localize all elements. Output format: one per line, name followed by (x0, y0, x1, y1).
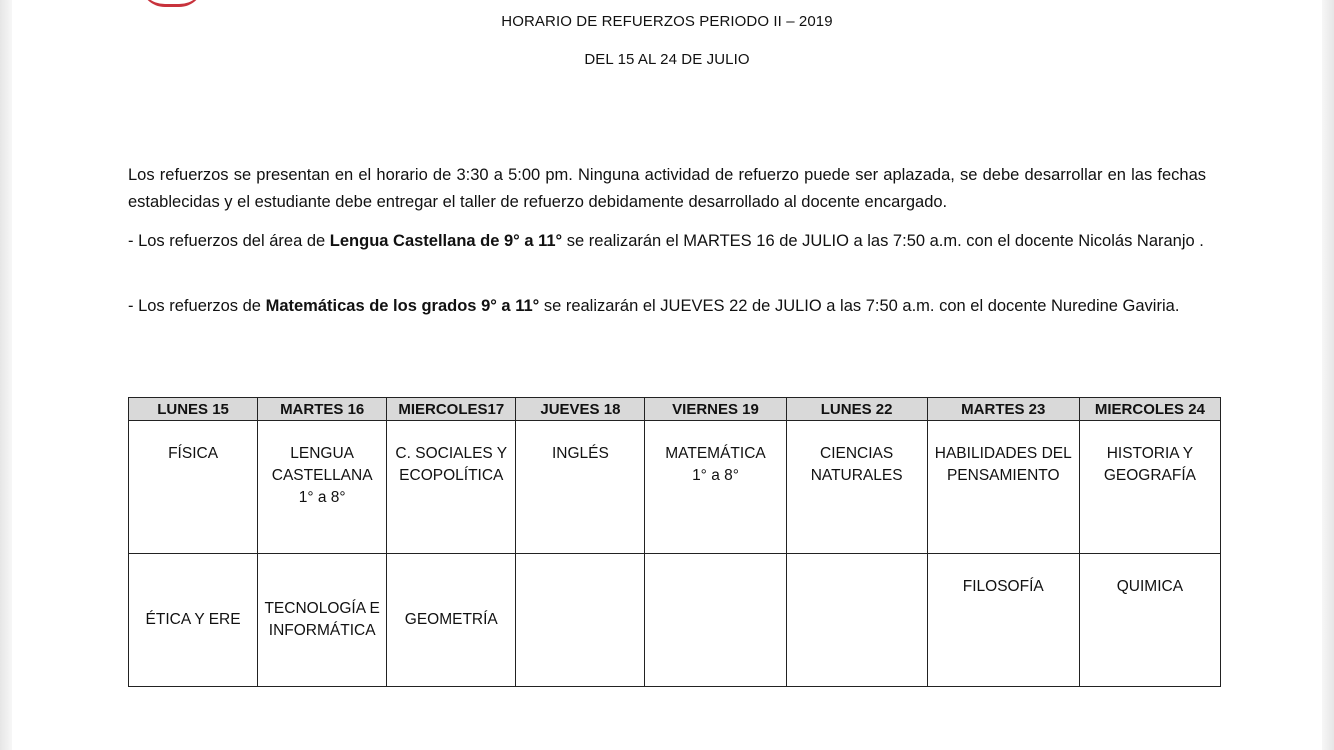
intro-paragraph: Los refuerzos se presentan en el horario de 3:30 a 5:00 pm. Ninguna actividad de refuerzo puede ser aplazada, se debe desarrollar en las fechas establecidas y el estudiante debe entregar el taller de refuerzo debidamente desarrollado al docente encargado. (128, 166, 1206, 211)
table-cell: QUIMICA (1079, 554, 1220, 687)
subject-name: CIENCIAS NATURALES (810, 445, 903, 484)
header-cell: LUNES 22 (786, 398, 927, 421)
subject-name: LENGUA CASTELLANA (271, 445, 373, 484)
subject-name: FÍSICA (168, 445, 219, 462)
subject-name: HABILIDADES DEL PENSAMIENTO (934, 445, 1072, 484)
viewer-left-edge (0, 0, 12, 750)
matematicas-paragraph (128, 293, 1206, 320)
lengua-paragraph-bold: Lengua Castellana de 9° a 11° (329, 232, 563, 250)
header-cell: LUNES 15 (129, 398, 258, 421)
viewer-right-edge (1322, 0, 1334, 750)
grade-range: 1° a 8° (692, 467, 739, 484)
lengua-paragraph (128, 228, 1206, 255)
table-cell (645, 421, 786, 554)
table-cell (516, 554, 645, 687)
table-cell (786, 554, 927, 687)
table-cell (129, 421, 258, 554)
document-page (12, 0, 1322, 750)
header-cell: MIERCOLES17 (387, 398, 516, 421)
table-cell: GEOMETRÍA (387, 554, 516, 687)
schedule-table (128, 397, 1221, 687)
document-title: HORARIO DE REFUERZOS PERIODO II – 2019 (501, 13, 833, 30)
subject-name: C. SOCIALES Y ECOPOLÍTICA (395, 445, 508, 484)
table-cell (258, 421, 387, 554)
header-cell: VIERNES 19 (645, 398, 786, 421)
table-cell: TECNOLOGÍA E INFORMÁTICA (258, 554, 387, 687)
table-row (129, 421, 1221, 554)
subject-name: HISTORIA Y GEOGRAFÍA (1103, 445, 1196, 484)
table-cell (1079, 421, 1220, 554)
table-row (129, 554, 1221, 687)
table-cell (927, 421, 1079, 554)
header-cell: JUEVES 18 (516, 398, 645, 421)
table-cell (786, 421, 927, 554)
matematicas-paragraph-prefix: - Los refuerzos de (128, 297, 266, 315)
matematicas-paragraph-suffix: se realizarán el JUEVES 22 de JULIO a las 7:50 a.m. con el docente Nuredine Gaviria. (539, 297, 1180, 315)
table-cell (645, 554, 786, 687)
header-cell: MARTES 23 (927, 398, 1079, 421)
table-cell (387, 421, 516, 554)
grade-range: 1° a 8° (298, 489, 346, 506)
table-cell: ÉTICA Y ERE (129, 554, 258, 687)
subject-name: INGLÉS (551, 445, 609, 462)
logo-fragment (140, 0, 204, 7)
table-cell: FILOSOFÍA (927, 554, 1079, 687)
matematicas-paragraph-bold: Matemáticas de los grados 9° a 11° (265, 297, 540, 315)
table-cell (516, 421, 645, 554)
header-cell: MIERCOLES 24 (1079, 398, 1220, 421)
header-cell: MARTES 16 (258, 398, 387, 421)
lengua-paragraph-suffix: se realizarán el MARTES 16 de JULIO a las 7:50 a.m. con el docente Nicolás Naranjo . (562, 232, 1204, 250)
lengua-paragraph-prefix: - Los refuerzos del área de (128, 232, 330, 250)
subject-name: MATEMÁTICA (665, 445, 766, 462)
document-date-range: DEL 15 AL 24 DE JULIO (584, 51, 750, 68)
table-header-row (129, 398, 1221, 421)
